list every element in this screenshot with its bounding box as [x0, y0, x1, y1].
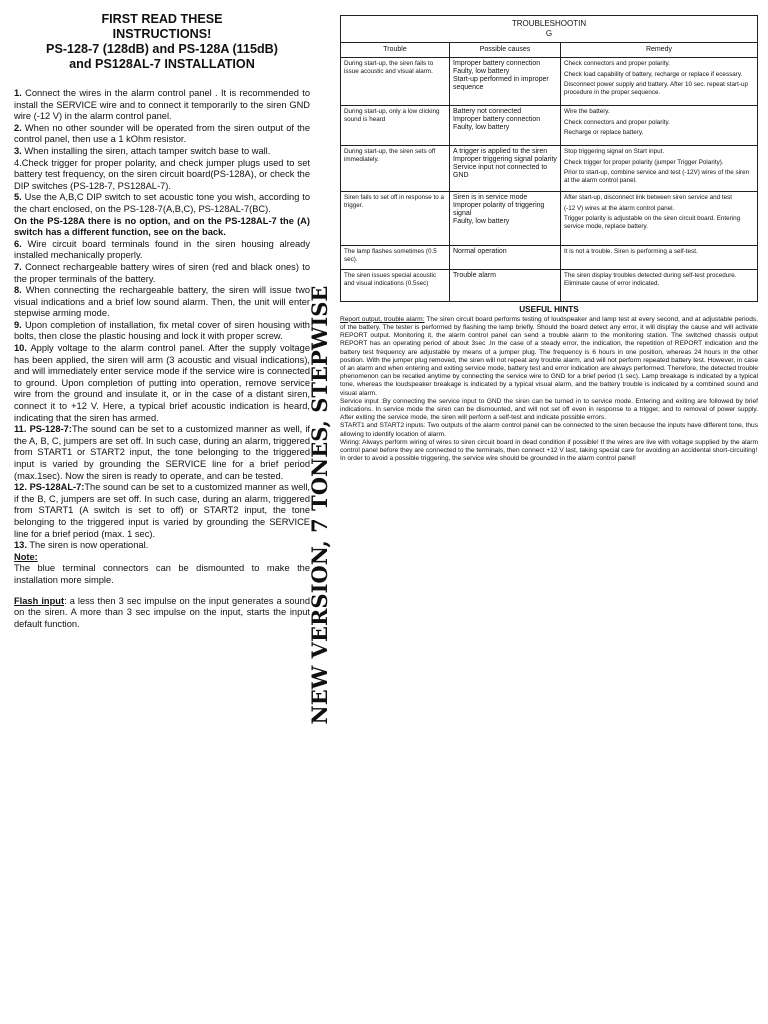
- step-2: 2. When no other sounder will be operated from the siren output of the control panel, then use a 1 kOhm resistor.: [14, 122, 310, 145]
- note-label: Note:: [14, 551, 38, 562]
- table-row: The siren issues special acoustic and visual indications (0.5sec) Trouble alarm The siren display troubles detected during self-test procedure. Eliminate cause of error indicated.: [341, 269, 758, 301]
- step-4: 4.Check trigger for proper polarity, and check jumper plugs used to set battery test frequency, on the siren circuit board(PS-128A), or check the DIP switches (PS-128-7, PS128AL-7).: [14, 157, 310, 191]
- step-6: 6. Wire circuit board terminals found in the siren housing already installed mechanically properly.: [14, 238, 310, 261]
- column-possible-causes: Possible causes: [450, 43, 561, 58]
- troubleshooting-table: [340, 15, 758, 302]
- table-row: The lamp flashes sometimes (0.5 sec). Normal operation It is not a trouble. Siren is performing a self-test.: [341, 245, 758, 269]
- step-1: 1. Connect the wires in the alarm control panel . It is recommended to install the SERVICE wire and to connect it temporarily to the siren GND wire (-12 V) in the alarm control panel.: [14, 88, 310, 122]
- note-text: The blue terminal connectors can be dismounted to make the installation more simple.: [14, 563, 310, 585]
- hint-report: Report output, trouble alarm: The siren circuit board performs testing of loudspeaker and lamp test at every second, and at adjustable periods, of the battery. The tester is performed by flashing the lamp briefly. Should the board detect any error, it will display the cause and will activate REPORT output. Monitoring it, the alarm control panel can send a trouble alarm to the monitoring station. The switched chassis output REPORT has an operating period of about 3sec .In the case of a steady error, the indication, the repetition of REPORT indication and the battery test frequency are adjustable by means of a jumper plug. The frequency is 6 hours in one position, whereas 24 hours in the other position. With the jumper plug removed, the siren will not repeat any trouble alarm, and will not perform repeated battery test. However, in case of an alarm and when entering and exiting service mode, battery test and error indication are always performed. Therefore, the detected trouble phenomenon can be recalled anytime by connecting the service wire to GND for a brief period (1 sec). Lamp breakage is indicated by a typical tone, whereas the loudspeaker breakage is indicated by a typical visual alarm, and the battery trouble is indicated by a combined sound and visual alarm.: [340, 315, 758, 397]
- hints-title: USEFUL HINTS: [519, 304, 579, 314]
- table-row: During start-up, only a low clicking sound is heard Battery not connected Improper battery connection Faulty, low battery Wire the battery. Check connectors and proper polarity. Recharge or replace battery.: [341, 105, 758, 145]
- title-line-3: PS-128-7 (128dB) and PS-128A (115dB): [46, 42, 278, 56]
- step-3: 3. When installing the siren, attach tamper switch base to wall.: [14, 145, 271, 156]
- title-line-1: FIRST READ THESE: [101, 12, 223, 26]
- hint-wiring: Wiring: Always perform wiring of wires to siren circuit board in dead condition if possible! If the wires are live with voltage supplied by the alarm control panel before they are connected to the terminals, then connect +12 V last, taking special care for avoiding an accidental short-circuiting!: [340, 438, 758, 455]
- hint-start: START1 and START2 inputs: Two outputs of the alarm control panel can be connected to the siren because the inputs have different tone, thus allowing to identify location of alarm.: [340, 422, 758, 438]
- table-row: During start-up, the siren sets off immediately. A trigger is applied to the siren Improper triggering signal polarity Service input not connected to GND Stop triggering signal on Start input. Check trigger for proper polarity (jumper Trigger Polarity). Prior to start-up, combine service and test (-12V) wires of the siren at the alarm control panel.: [341, 145, 758, 191]
- troubleshooting-title: TROUBLESHOOTIN G: [341, 16, 758, 43]
- title-line-4: and PS128AL-7 INSTALLATION: [69, 57, 255, 71]
- vertical-banner: NEW VERSION, 7 TONES, STEPWISE: [307, 285, 332, 725]
- step-10: 10. Apply voltage to the alarm control panel. After the supply voltage has been applied, the siren will arm (3 acoustic and visual indications), and will immediately enter service mode if the service wire is connected to ground. Upon completion of putting into operation, remove service wire from the ground and insulate it, or in the case of a distant siren, connect it to +12 V. Here, a typical brief acoustic indication is heard, indicating that the siren has armed.: [14, 343, 310, 423]
- installation-instructions: [14, 12, 310, 630]
- hint-service: Service input :By connecting the service input to GND the siren can be turned in to service mode. Entering and exiting are followed by brief indications. In service mode the siren can be dismounted, and will not set off even in response to a trigger, and to removal of power supply. After exiting the service mode, the siren will perform a self-test and indicate possible errors.: [340, 397, 758, 422]
- useful-hints: [340, 305, 758, 464]
- table-row: Siren fails to set off in response to a trigger. Siren is in service mode Improper polarity of triggering signal Faulty, low battery After start-up, disconnect link between siren service and test (-12 V) wires at the alarm control panel. Trigger polarity is adjustable on the siren circuit board. Entering service mode, replace battery.: [341, 191, 758, 245]
- title-line-2: INSTRUCTIONS!: [112, 27, 212, 41]
- step-13: 13. The siren is now operational.: [14, 540, 149, 551]
- column-trouble: Trouble: [341, 43, 450, 58]
- document-title: [14, 12, 310, 72]
- step-5-note: On the PS-128A there is no option, and on the PS-128AL-7 the (A) switch has a different function, see on the back.: [14, 215, 310, 238]
- column-remedy: Remedy: [561, 43, 758, 58]
- step-12: 12. PS-128AL-7:The sound can be set to a customized manner as well, if the B, C, jumpers are set off. In such case, during an alarm, triggered from START1 (A switch is set to off) or START2 input, the tone belonging to the triggered input is varied by grounding the SERVICE line for a brief period (max. 1 sec).: [14, 482, 310, 539]
- step-7: 7. Connect rechargeable battery wires of siren (red and black ones) to the proper terminals of the battery.: [14, 261, 310, 284]
- right-column: [340, 15, 758, 463]
- hint-ground: In order to avoid a possible triggering, the service wire should be grounded in the alarm control panel!: [340, 455, 636, 463]
- step-5: 5. Use the A,B,C DIP switch to set acoustic tone you wish, according to the chart enclosed, on the PS-128-7(A,B,C), PS-128AL-7(BC).: [14, 192, 310, 214]
- step-11: 11. PS-128-7:The sound can be set to a customized manner as well, if the A, B, C, jumpers are set off. In such case, during an alarm, triggered from START1 or START2 input, the tone belonging to the triggered input is varied by grounding the SERVICE line for a brief period (max.1sec). Now the siren is ready to operate, and can be tested.: [14, 424, 310, 481]
- step-9: 9. Upon completion of installation, fix metal cover of siren housing with bolts, then close the plastic housing and lock it with proper screw.: [14, 319, 310, 342]
- table-row: During start-up, the siren fails to issue acoustic and visual alarm. Improper battery connection Faulty, low battery Start-up performed in improper sequence Check connectors and proper polarity. Check load capability of battery, recharge or replace if ecessary. Disconnect power supply and battery. After 10 sec. repeat start-up procedure in the proper sequence.: [341, 57, 758, 105]
- flash-input: Flash input: a less then 3 sec impulse on the input generates a sound on the siren. A more than 3 sec impulse on the input, starts the input default function.: [14, 595, 310, 629]
- step-8: 8. When connecting the rechargeable battery, the siren will issue two visual indications and a brief low sound alarm. Then, the unit will enter stepwise arming mode.: [14, 285, 310, 319]
